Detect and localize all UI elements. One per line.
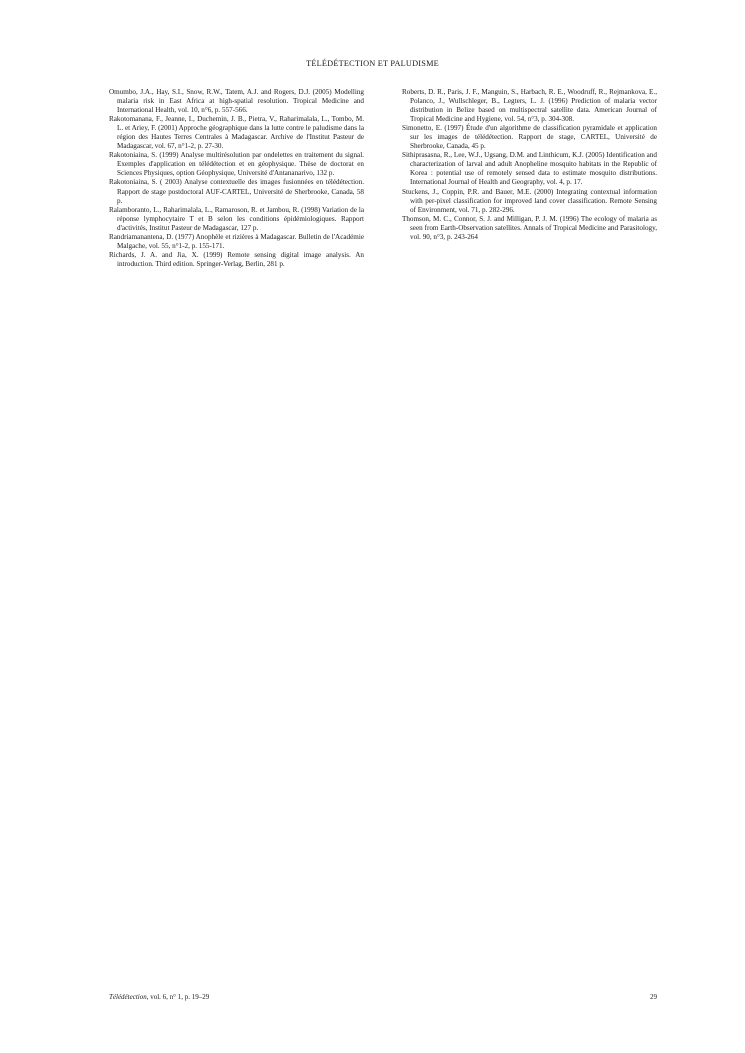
reference-entry: Ralamboranto, L., Raharimalala, L., Ramaroson, R. et Jambou, R. (1998) Variation de la réponse lymphocytaire T et B selon les conditions épidémiologiques. Rapport d'activités, Institut Pasteur de Madagascar, 127 p.	[109, 205, 364, 232]
reference-entry: Stuckens, J., Coppin, P.R. and Bauer, M.E. (2000) Integrating contextual information with per-pixel classification for improved land cover classification. Remote Sensing of Environment, vol. 71, p. 282-296.	[402, 187, 657, 214]
reference-entry: Randriamanantena, D. (1977) Anophèle et rizières à Madagascar. Bulletin de l'Académie Malgache, vol. 55, n°1-2, p. 155-171.	[109, 232, 364, 250]
reference-entry: Omumbo, J.A., Hay, S.I., Snow, R.W., Tatem, A.J. and Rogers, D.J. (2005) Modelling malaria risk in East Africa at high-spatial resolution. Tropical Medicine and International Health, vol. 10, n°6, p. 557-566.	[109, 88, 364, 115]
journal-citation	[109, 993, 209, 1001]
reference-entry: Simonetto, E. (1997) Étude d'un algorithme de classification pyramidale et application sur les images de télédétection. Rapport de stage, CARTEL, Université de Sherbrooke, Canada, 45 p.	[402, 124, 657, 151]
reference-entry: Sithiprasasna, R., Lee, W.J., Ugsang, D.M. and Linthicum, K.J. (2005) Identification and characterization of larval and adult Anopheline mosquito habitats in the Republic of Korea : potential use of remotely sensed data to estimate mosquito distributions. International Journal of Health and Geography, vol. 4, p. 17.	[402, 151, 657, 187]
reference-entry: Rakotoniaina, S. ( 2003) Analyse contextuelle des images fusionnées en télédétection. Rapport de stage postdoctoral AUF-CARTEL, Université de Sherbrooke, Canada, 58 p.	[109, 178, 364, 205]
reference-entry: Rakotoniaina, S. (1999) Analyse multirésolution par ondelettes en traitement du signal. Exemples d'application en télédétection et en géophysique. Thèse de doctorat en Sciences Physiques, option Géophysique, Université d'Antananarivo, 132 p.	[109, 151, 364, 178]
references-left-column	[109, 88, 364, 269]
page-number: 29	[650, 993, 657, 1001]
journal-name: Télédétection	[109, 993, 147, 1001]
reference-entry: Roberts, D. R., Paris, J. F., Manguin, S., Harbach, R. E., Woodruff, R., Rejmankova, E., Polanco, J., Wullschleger, B., Legters, L. J. (1996) Prediction of malaria vector distribution in Belize based on multispectral satellite data. American Journal of Tropical Medicine and Hygiene, vol. 54, n°3, p. 304-308.	[402, 88, 657, 124]
reference-entry: Rakotomanana, F., Jeanne, I., Duchemin, J. B., Pietra, V., Raharimalala, L., Tombo, M. L. et Ariey, F. (2001) Approche géographique dans la lutte contre le paludisme dans la région des Hautes Terres Centrales à Madagascar. Archive de l'Institut Pasteur de Madagascar, vol. 67, n°1-2, p. 27-30.	[109, 115, 364, 151]
reference-entry: Richards, J. A. and Jia, X. (1999) Remote sensing digital image analysis. An introduction. Third edition. Springer-Verlag, Berlin, 281 p.	[109, 250, 364, 268]
journal-volume-info: , vol. 6, n° 1, p. 19–29	[146, 993, 210, 1001]
references-right-column	[402, 88, 657, 242]
reference-entry: Thomson, M. C., Connor, S. J. and Milligan, P. J. M. (1996) The ecology of malaria as seen from Earth-Observation satellites. Annals of Tropical Medicine and Parasitology, vol. 90, n°3, p. 243-264	[402, 214, 657, 241]
running-header: TÉLÉDÉTECTION ET PALUDISME	[306, 59, 439, 68]
